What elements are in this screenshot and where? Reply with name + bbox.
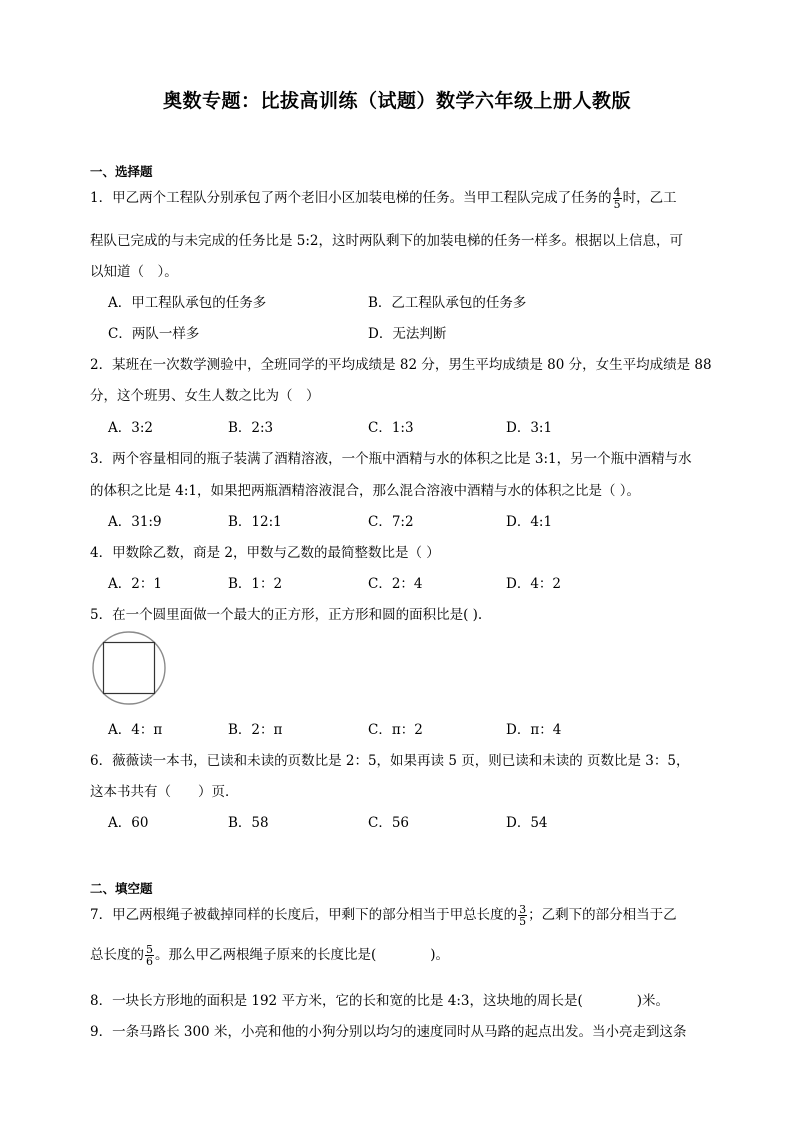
question-3-option-c[interactable]: C．7:2	[368, 514, 414, 530]
question-1-option-a[interactable]: A．甲工程队承包的任务多	[108, 295, 267, 311]
question-7-text: 7．甲乙两根绳子被截掉同样的长度后，甲剩下的部分相当于甲总长度的	[90, 907, 518, 923]
fraction-four-fifths	[613, 187, 622, 210]
fraction-denominator: 6	[146, 955, 153, 968]
question-6-option-c[interactable]: C．56	[368, 815, 410, 831]
question-2-option-b[interactable]: B．2:3	[228, 420, 274, 436]
question-5-option-d[interactable]: D．π：4	[506, 722, 562, 738]
question-1-line-3: 以知道（ ）。	[90, 264, 178, 280]
circle-square-figure	[90, 630, 170, 710]
question-5-option-a[interactable]: A．4：π	[108, 722, 163, 738]
question-7-line-2	[90, 943, 449, 967]
question-7-answer-blank[interactable]: 。那么甲乙两根绳子原来的长度比是( )。	[155, 947, 450, 963]
section-heading-fill-blank: 二、填空题	[90, 881, 153, 896]
question-2-line-2: 分，这个班男、女生人数之比为（ ）	[90, 388, 320, 404]
question-5-option-b[interactable]: B．2：π	[228, 722, 283, 738]
question-4-option-d[interactable]: D．4：2	[506, 576, 562, 592]
fraction-denominator: 5	[519, 915, 527, 928]
question-6-line-1: 6．薇薇读一本书，已读和未读的页数比是 2：5，如果再读 5 页，则已读和未读的 页数比是 3：5，	[90, 753, 690, 769]
question-2-option-c[interactable]: C．1:3	[368, 420, 414, 436]
question-1-text: 1．甲乙两个工程队分别承包了两个老旧小区加装电梯的任务。当甲工程队完成了任务的	[90, 190, 612, 206]
fraction-five-sixths	[145, 944, 154, 967]
question-4-option-c[interactable]: C．2：4	[368, 576, 423, 592]
question-1-option-b[interactable]: B．乙工程队承包的任务多	[368, 295, 527, 311]
question-6-line-2: 这本书共有（ ）页．	[90, 784, 239, 800]
question-5-option-c[interactable]: C．π：2	[368, 722, 423, 738]
question-1-option-d[interactable]: D．无法判断	[368, 326, 447, 342]
question-4-option-a[interactable]: A．2：1	[108, 576, 162, 592]
fraction-denominator: 5	[613, 198, 621, 211]
fraction-numerator: 3	[519, 903, 527, 916]
section-heading-choice: 一、选择题	[90, 164, 153, 179]
circle-with-inscribed-square-icon	[90, 630, 170, 706]
question-7-text-line-2: 总长度的	[90, 947, 144, 963]
fraction-numerator: 5	[146, 943, 153, 956]
question-3-option-a[interactable]: A．31:9	[108, 514, 162, 530]
question-7-line-1	[90, 903, 677, 927]
question-1-text-tail: 时，乙工	[622, 190, 677, 206]
question-1-option-c[interactable]: C．两队一样多	[108, 326, 200, 342]
question-2-option-d[interactable]: D．3:1	[506, 420, 553, 436]
question-6-option-a[interactable]: A．60	[108, 815, 149, 831]
question-6-option-b[interactable]: B．58	[228, 815, 269, 831]
question-4-option-b[interactable]: B．1：2	[228, 576, 283, 592]
fraction-numerator: 4	[613, 186, 621, 199]
question-1-line-1	[90, 186, 677, 210]
fraction-three-fifths	[518, 904, 527, 927]
question-3-option-d[interactable]: D．4:1	[506, 514, 553, 530]
question-1-line-2: 程队已完成的与未完成的任务比是 5:2，这时两队剩下的加装电梯的任务一样多。根据以上信息，可	[90, 233, 684, 249]
question-9-line-1: 9．一条马路长 300 米，小亮和他的小狗分别以均匀的速度同时从马路的起点出发。当小亮走到这条	[90, 1024, 687, 1040]
question-3-line-1: 3．两个容量相同的瓶子装满了酒精溶液，一个瓶中酒精与水的体积之比是 3:1，另一个瓶中酒精与水	[90, 451, 692, 467]
question-4-line-1: 4．甲数除乙数，商是 2，甲数与乙数的最简整数比是（ ）	[90, 545, 440, 561]
question-2-line-1: 2．某班在一次数学测验中，全班同学的平均成绩是 82 分，男生平均成绩是 80 分，女生平均成绩是 88	[90, 357, 712, 373]
question-5-line-1: 5．在一个圆里面做一个最大的正方形，正方形和圆的面积比是( ).	[90, 607, 483, 623]
question-2-option-a[interactable]: A．3:2	[108, 420, 153, 436]
question-7-text-tail: ；乙剩下的部分相当于乙	[528, 907, 677, 923]
question-3-option-b[interactable]: B．12:1	[228, 514, 282, 530]
question-8-line-1: 8．一块长方形地的面积是 192 平方米，它的长和宽的比是 4:3，这块地的周长是( )米。	[90, 993, 669, 1009]
page-title: 奥数专题：比拔高训练（试题）数学六年级上册人教版	[162, 90, 631, 112]
question-3-line-2: 的体积之比是 4:1，如果把两瓶酒精溶液混合，那么混合溶液中酒精与水的体积之比是（ ）。	[90, 483, 641, 499]
question-6-option-d[interactable]: D．54	[506, 815, 548, 831]
square-shape	[104, 643, 155, 694]
